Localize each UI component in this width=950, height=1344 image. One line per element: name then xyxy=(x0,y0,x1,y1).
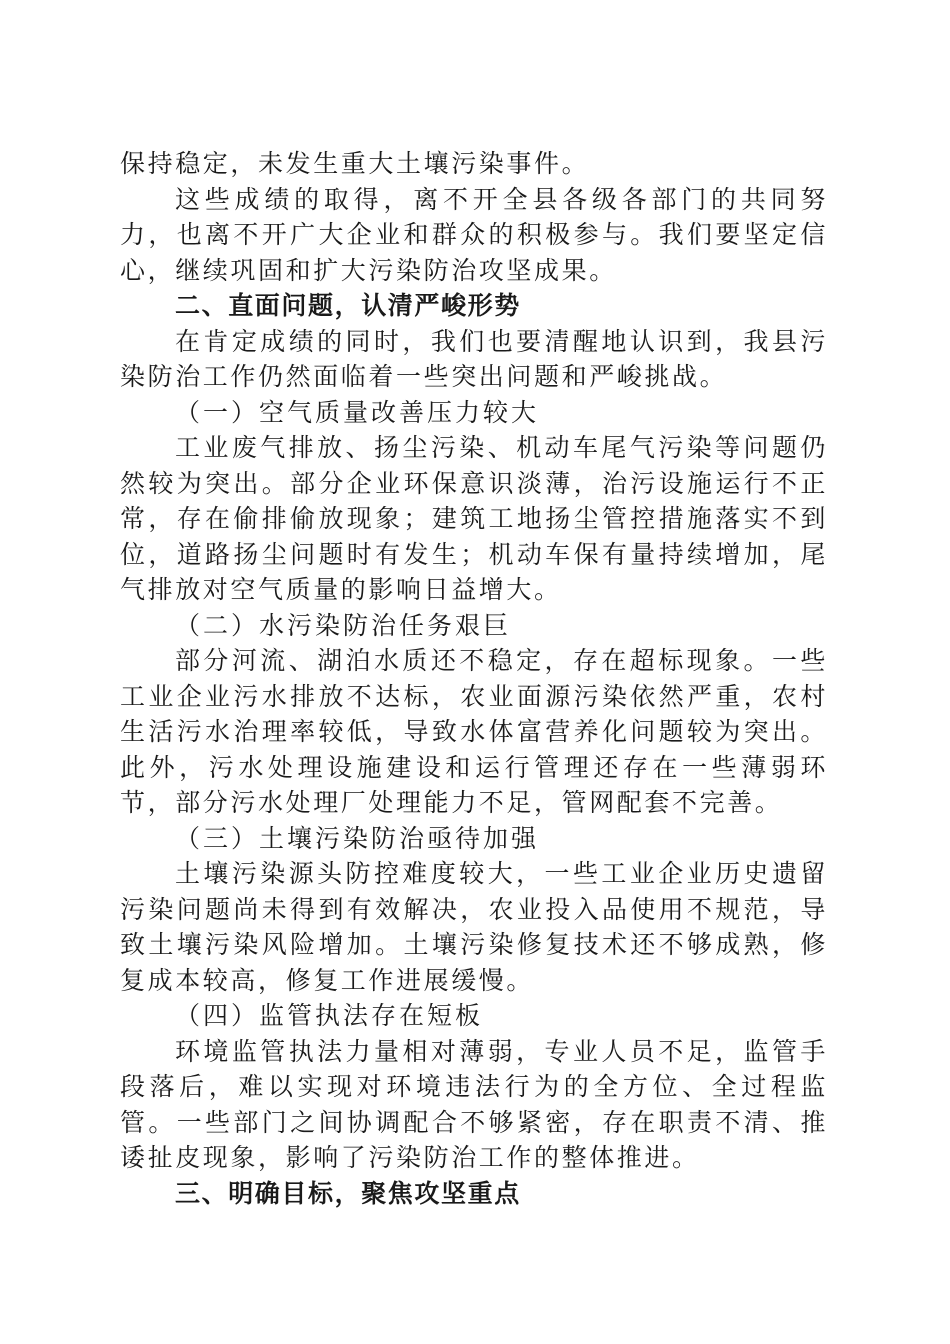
subsection-3-body: 土壤污染源头防控难度较大，一些工业企业历史遗留污染问题尚未得到有效解决，农业投入品使用不规范，导致土壤污染风险增加。土壤污染修复技术还不够成熟，修复成本较高，修复工作进展缓慢。 xyxy=(120,859,828,995)
document-page xyxy=(120,146,828,1211)
subsection-1-heading: （一）空气质量改善压力较大 xyxy=(175,397,540,427)
paragraph-achievements: 这些成绩的取得，离不开全县各级各部门的共同努力，也离不开广大企业和群众的积极参与。我们要坚定信心，继续巩固和扩大污染防治攻坚成果。 xyxy=(120,184,828,285)
paragraph-continuation: 保持稳定，未发生重大土壤污染事件。 xyxy=(120,149,590,178)
section-3-heading: 三、明确目标，聚焦攻坚重点 xyxy=(175,1178,521,1208)
section-2-intro: 在肯定成绩的同时，我们也要清醒地认识到，我县污染防治工作仍然面临着一些突出问题和严峻挑战。 xyxy=(120,326,828,391)
subsection-2-body: 部分河流、湖泊水质还不稳定，存在超标现象。一些工业企业污水排放不达标，农业面源污染依然严重，农村生活污水治理率较低，导致水体富营养化问题较为突出。此外，污水处理设施建设和运行管理还存在一些薄弱环节，部分污水处理厂处理能力不足，管网配套不完善。 xyxy=(120,646,828,817)
subsection-4-body: 环境监管执法力量相对薄弱，专业人员不足，监管手段落后，难以实现对环境违法行为的全方位、全过程监管。一些部门之间协调配合不够紧密，存在职责不清、推诿扯皮现象，影响了污染防治工作的整体推进。 xyxy=(120,1036,828,1172)
subsection-1-body: 工业废气排放、扬尘污染、机动车尾气污染等问题仍然较为突出。部分企业环保意识淡薄，治污设施运行不正常，存在偷排偷放现象；建筑工地扬尘管控措施落实不到位，道路扬尘问题时有发生；机动车保有量持续增加，尾气排放对空气质量的影响日益增大。 xyxy=(120,433,828,604)
subsection-2-heading: （二）水污染防治任务艰巨 xyxy=(175,610,512,640)
subsection-3-heading: （三）土壤污染防治亟待加强 xyxy=(175,823,540,853)
section-2-heading: 二、直面问题，认清严峻形势 xyxy=(175,291,521,320)
subsection-4-heading: （四）监管执法存在短板 xyxy=(175,1001,484,1030)
